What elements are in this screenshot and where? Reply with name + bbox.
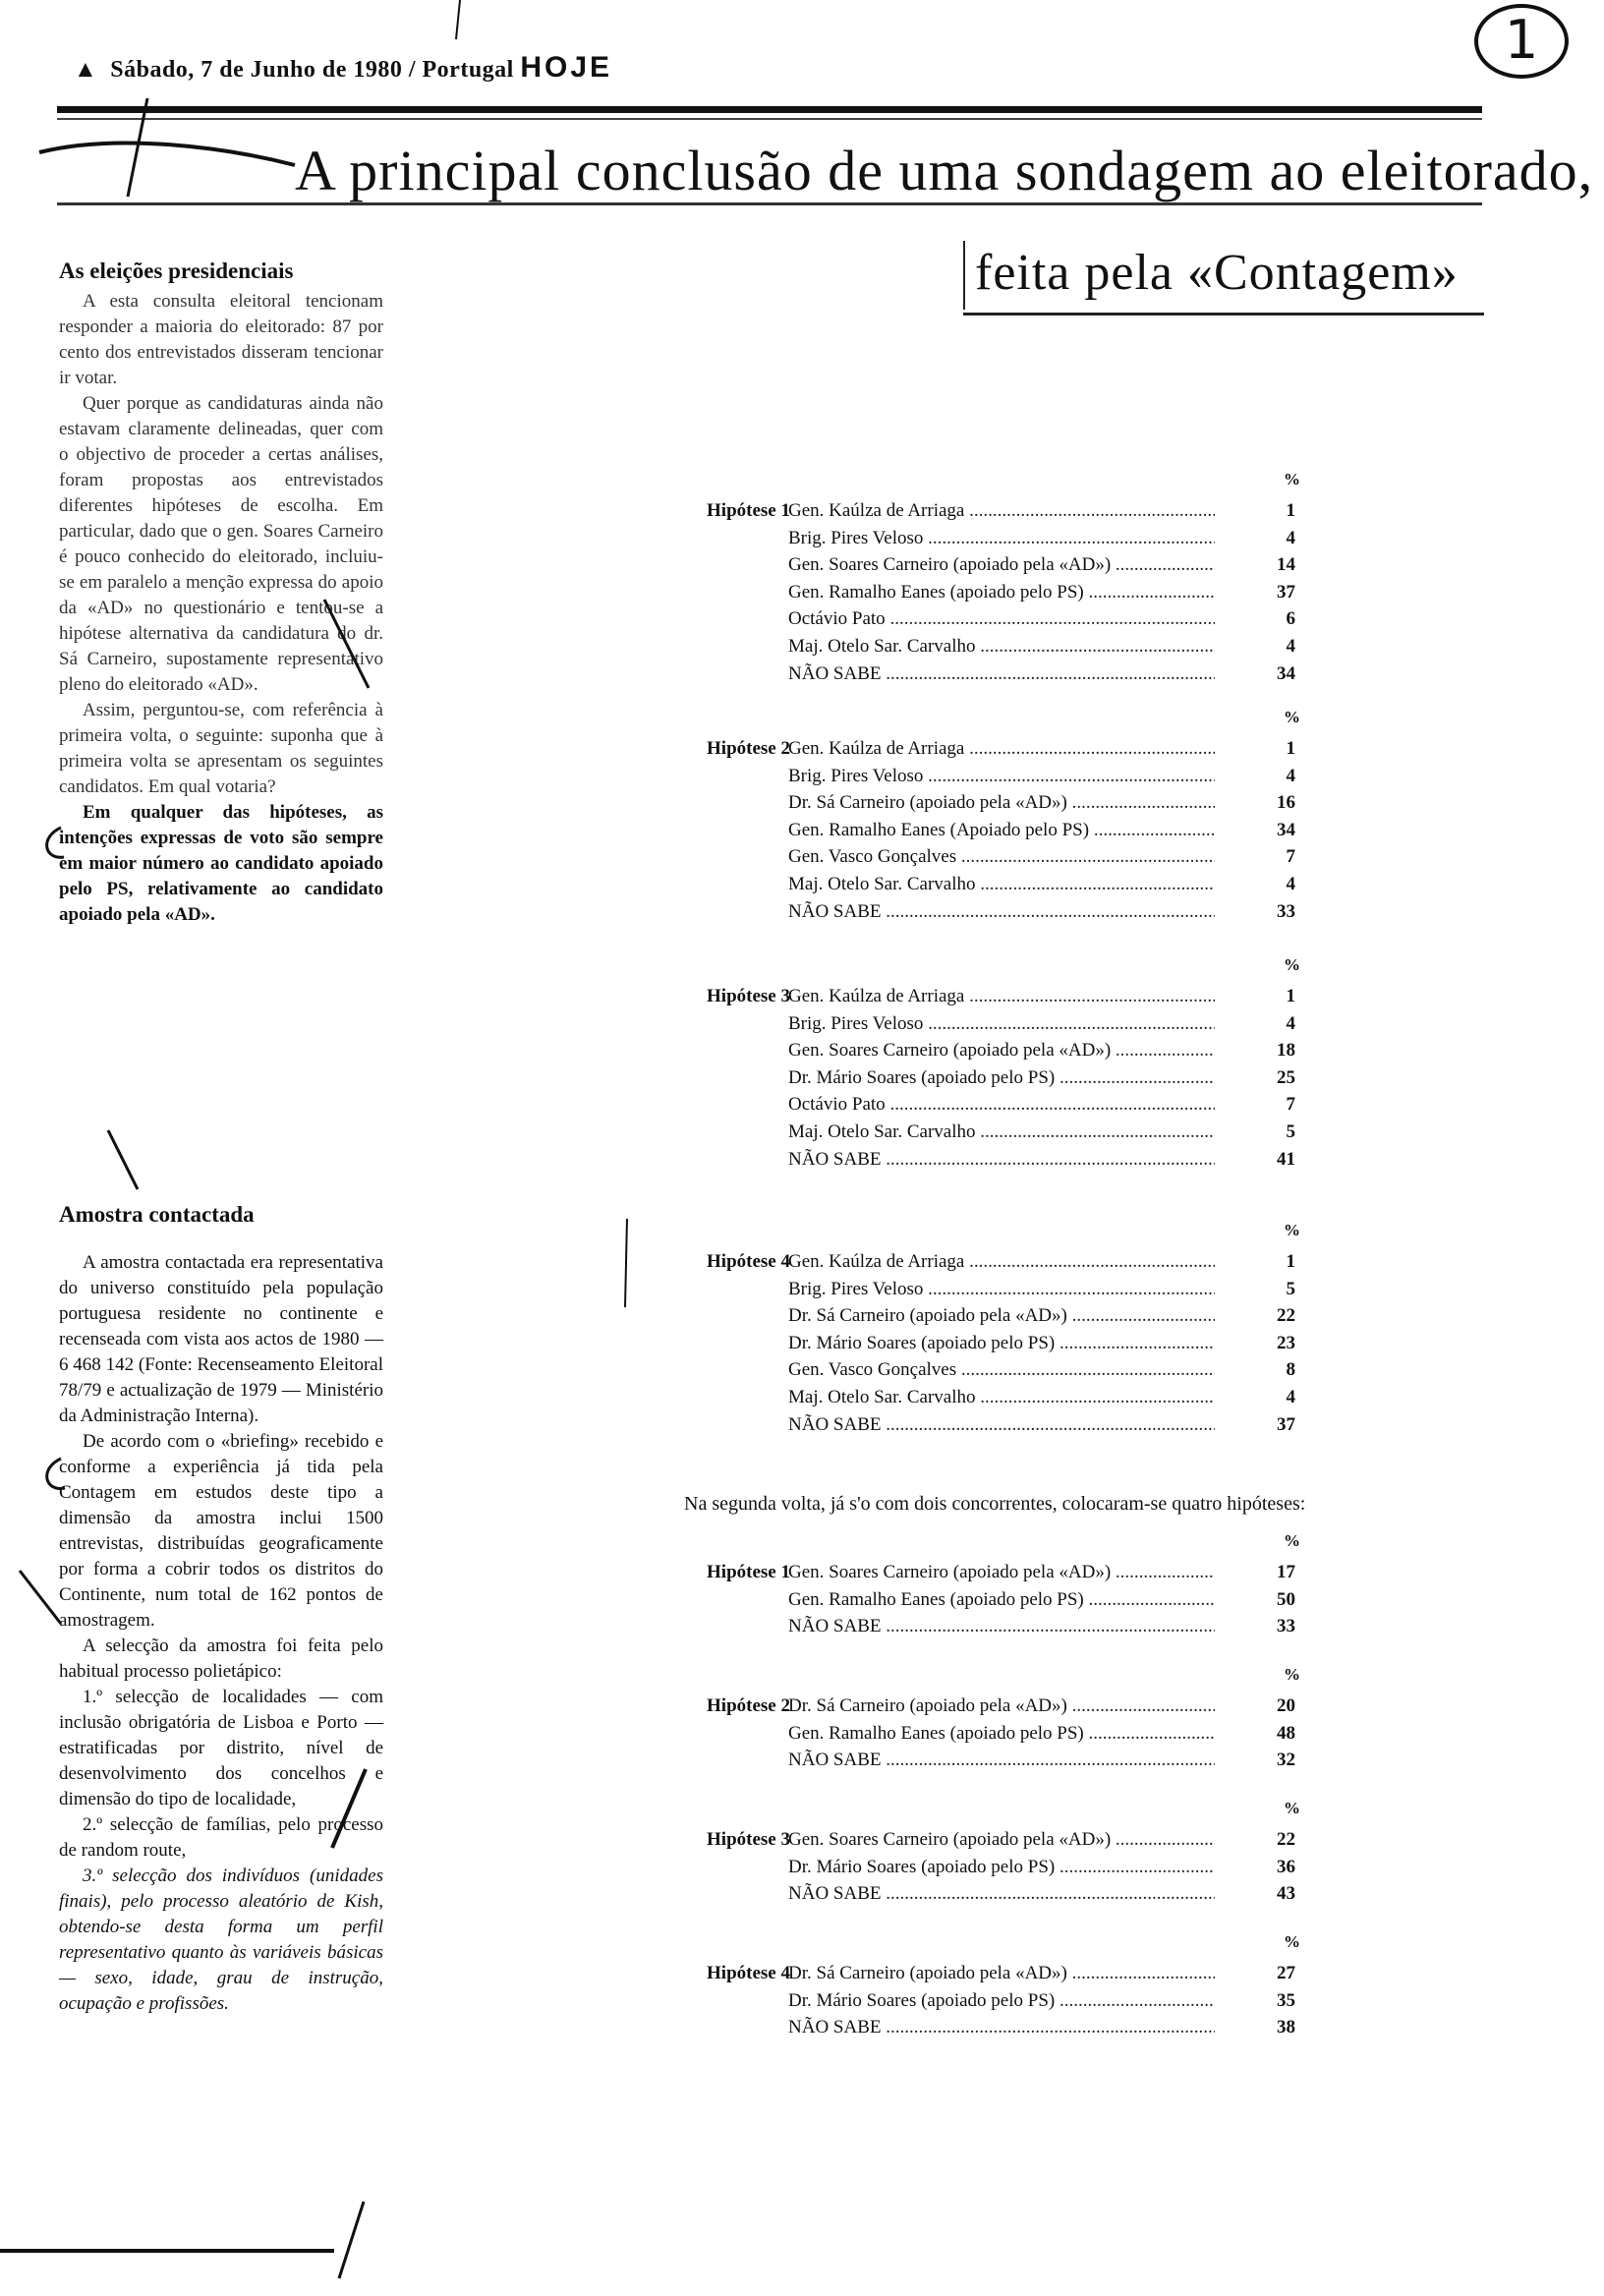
candidate-name: Dr. Mário Soares (apoiado pelo PS) ..... bbox=[788, 1854, 1215, 1881]
pen-stroke bbox=[39, 143, 295, 165]
percent-value: 32 bbox=[1277, 1750, 1295, 1771]
pen-stroke bbox=[332, 1769, 366, 1848]
candidate-name: Gen. Soares Carneiro (apoiado pela «AD») ..... bbox=[788, 551, 1215, 579]
hypothesis-label: Hipótese 3 bbox=[707, 986, 790, 1006]
paragraph: 2.º selecção de famílias, pelo processo de random route, bbox=[59, 1814, 383, 1861]
pen-stroke bbox=[108, 1130, 138, 1189]
percent-value: 27 bbox=[1277, 1963, 1295, 1983]
percent-value: 4 bbox=[1286, 873, 1295, 894]
hypothesis-label: Hipótese 4 bbox=[707, 1251, 790, 1272]
percent-value: 34 bbox=[1277, 819, 1295, 840]
candidate-name: Gen. Kaúlza de Arriaga ..... bbox=[788, 1248, 1215, 1276]
percent-value: 7 bbox=[1286, 1094, 1295, 1116]
percent-value: 8 bbox=[1286, 1359, 1295, 1381]
paragraph: A amostra contactada era representativa do universo constituído pela população portuguesa residente no continente e recenseada com vista aos actos de 1980 — 6 468 142 (Fonte: Recenseamento Eleitoral 78/79 e actualização de 1979 — Ministério da Administração Interna). bbox=[59, 1252, 383, 1426]
percent-value: 18 bbox=[1277, 1040, 1295, 1062]
percent-value: 14 bbox=[1277, 554, 1295, 576]
candidate-name: Maj. Otelo Sar. Carvalho ..... bbox=[788, 633, 1215, 660]
percent-value: 37 bbox=[1277, 581, 1295, 603]
pen-stroke bbox=[20, 1571, 61, 1624]
candidate-name: Gen. Soares Carneiro (apoiado pela «AD») ..... bbox=[788, 1559, 1215, 1586]
candidate-name: Gen. Kaúlza de Arriaga ..... bbox=[788, 497, 1215, 525]
candidate-name: Dr. Mário Soares (apoiado pelo PS) ..... bbox=[788, 1987, 1215, 2015]
percent-value: 5 bbox=[1286, 1120, 1295, 1142]
hypothesis-label: Hipótese 2 bbox=[707, 738, 790, 759]
candidate-name: Gen. Ramalho Eanes (apoiado pelo PS) ..... bbox=[788, 579, 1215, 606]
handwritten-page-number: 1 bbox=[1474, 4, 1569, 79]
candidate-name: Dr. Sá Carneiro (apoiado pela «AD») ..... bbox=[788, 1960, 1215, 1987]
percent-value: 50 bbox=[1277, 1588, 1295, 1610]
percent-value: 33 bbox=[1277, 900, 1295, 922]
candidate-name: Dr. Sá Carneiro (apoiado pela «AD») ..... bbox=[788, 1302, 1215, 1330]
pen-stroke bbox=[324, 600, 369, 688]
candidate-name: NÃO SABE ..... bbox=[788, 1146, 1215, 1174]
percent-value: 4 bbox=[1286, 765, 1295, 786]
percent-value: 20 bbox=[1277, 1695, 1295, 1716]
candidate-name: Brig. Pires Veloso ..... bbox=[788, 763, 1215, 790]
candidate-name: Gen. Kaúlza de Arriaga ..... bbox=[788, 983, 1215, 1010]
pen-stroke bbox=[456, 0, 460, 39]
second-round-intro: Na segunda volta, já s'o com dois concorrentes, colocaram-se quatro hipóteses: bbox=[684, 1493, 1306, 1515]
hypothesis-label: Hipótese 3 bbox=[707, 1829, 790, 1850]
candidate-name: Brig. Pires Veloso ..... bbox=[788, 1010, 1215, 1038]
percent-value: 36 bbox=[1277, 1856, 1295, 1877]
percent-value: 5 bbox=[1286, 1278, 1295, 1299]
paragraph: 1.º selecção de localidades — com inclusão obrigatória de Lisboa e Porto — estratificadas por distrito, nível de desenvolvimento dos concelhos e dimensão do tipo de localidade, bbox=[59, 1687, 383, 1809]
percent-value: 4 bbox=[1286, 1386, 1295, 1407]
percent-value: 38 bbox=[1277, 2017, 1295, 2038]
candidate-name: NÃO SABE ..... bbox=[788, 1411, 1215, 1439]
paragraph: A selecção da amostra foi feita pelo habitual processo polietápico: bbox=[59, 1636, 383, 1682]
candidate-name: Dr. Sá Carneiro (apoiado pela «AD») ..... bbox=[788, 1693, 1215, 1720]
pen-stroke bbox=[47, 828, 64, 857]
newspaper-name: HOJE bbox=[520, 51, 613, 84]
candidate-name: Gen. Ramalho Eanes (apoiado pelo PS) ..... bbox=[788, 1586, 1215, 1614]
candidate-name: Gen. Kaúlza de Arriaga ..... bbox=[788, 735, 1215, 763]
pen-stroke bbox=[47, 1459, 65, 1488]
paragraph: Assim, perguntou-se, com referência à primeira volta, o seguinte: suponha que à primeira volta se apresentam os seguintes candidatos. Em qual votaria? bbox=[59, 700, 383, 797]
percent-value: 1 bbox=[1286, 986, 1295, 1006]
candidate-name: Gen. Vasco Gonçalves ..... bbox=[788, 843, 1215, 871]
paragraph: A esta consulta eleitoral tencionam responder a maioria do eleitorado: 87 por cento dos entrevistados disseram tencionar ir votar. bbox=[59, 291, 383, 388]
percent-value: 1 bbox=[1286, 500, 1295, 521]
hypothesis-label: Hipótese 1 bbox=[707, 1562, 790, 1582]
pen-stroke bbox=[625, 1219, 627, 1307]
percent-value: 25 bbox=[1277, 1066, 1295, 1088]
candidate-name: Dr. Mário Soares (apoiado pelo PS) ..... bbox=[788, 1330, 1215, 1357]
candidate-name: Octávio Pato ..... bbox=[788, 605, 1215, 633]
candidate-name: NÃO SABE ..... bbox=[788, 1747, 1215, 1774]
section-title-amostra: Amostra contactada bbox=[59, 1202, 255, 1227]
percent-value: 33 bbox=[1277, 1616, 1295, 1637]
percent-value: 7 bbox=[1286, 846, 1295, 868]
percent-value: 37 bbox=[1277, 1413, 1295, 1435]
percent-symbol: % bbox=[1284, 955, 1300, 975]
header-date: Sábado, 7 de Junho de 1980 / Portugal bbox=[110, 57, 514, 83]
paragraph: De acordo com o «briefing» recebido e conforme a experiência já tida pela Contagem em estudos deste tipo a dimensão da amostra inclui 1500 entrevistas, distribuídas geograficamente por forma a cobrir todos os distritos do Continente, num total de 162 pontos de amostragem. bbox=[59, 1431, 383, 1631]
percent-value: 34 bbox=[1277, 662, 1295, 684]
percent-value: 48 bbox=[1277, 1722, 1295, 1744]
percent-value: 22 bbox=[1277, 1305, 1295, 1327]
percent-value: 4 bbox=[1286, 635, 1295, 657]
percent-value: 16 bbox=[1277, 792, 1295, 814]
percent-value: 4 bbox=[1286, 527, 1295, 548]
percent-value: 6 bbox=[1286, 608, 1295, 630]
candidate-name: Dr. Sá Carneiro (apoiado pela «AD») ..... bbox=[788, 789, 1215, 817]
candidate-name: Maj. Otelo Sar. Carvalho ..... bbox=[788, 1119, 1215, 1146]
percent-value: 41 bbox=[1277, 1148, 1295, 1170]
candidate-name: Gen. Vasco Gonçalves ..... bbox=[788, 1356, 1215, 1384]
arrow-marker-icon: ▲ bbox=[74, 57, 104, 83]
percent-symbol: % bbox=[1284, 1531, 1300, 1551]
percent-value: 43 bbox=[1277, 1883, 1295, 1905]
percent-symbol: % bbox=[1284, 1221, 1300, 1240]
section-title-eleicoes: As eleições presidenciais bbox=[59, 258, 294, 283]
candidate-name: Maj. Otelo Sar. Carvalho ..... bbox=[788, 871, 1215, 898]
percent-value: 22 bbox=[1277, 1829, 1295, 1850]
percent-symbol: % bbox=[1284, 1665, 1300, 1685]
candidate-name: Gen. Ramalho Eanes (apoiado pelo PS) ..... bbox=[788, 1720, 1215, 1748]
paragraph: Quer porque as candidaturas ainda não estavam claramente delineadas, quer com o objectivo de proceder a certas análises, foram propostas aos entrevistados diferentes hipóteses de escolha. Em particular, dado que o gen. Soares Carneiro é pouco conhecido do eleitorado, incluiu-se em paralelo a menção expressa do apoio da «AD» no questionário e tentou-se a hipótese alternativa da candidatura do dr. Sá Carneiro, supostamente representativo pleno do eleitorado «AD». bbox=[59, 393, 383, 695]
hypothesis-label: Hipótese 2 bbox=[707, 1695, 790, 1716]
candidate-name: NÃO SABE ..... bbox=[788, 898, 1215, 926]
candidate-name: Maj. Otelo Sar. Carvalho ..... bbox=[788, 1384, 1215, 1411]
candidate-name: Gen. Ramalho Eanes (Apoiado pelo PS) ..... bbox=[788, 817, 1215, 844]
percent-value: 23 bbox=[1277, 1332, 1295, 1353]
paragraph: Em qualquer das hipóteses, as intenções expressas de voto são sempre em maior número ao candidato apoiado pelo PS, relativamente ao candidato apoiado pela «AD». bbox=[59, 802, 383, 925]
percent-symbol: % bbox=[1284, 1799, 1300, 1818]
pen-stroke bbox=[128, 98, 147, 197]
candidate-name: Dr. Mário Soares (apoiado pelo PS) ..... bbox=[788, 1064, 1215, 1092]
candidate-name: NÃO SABE ..... bbox=[788, 660, 1215, 688]
percent-value: 4 bbox=[1286, 1012, 1295, 1034]
candidate-name: Brig. Pires Veloso ..... bbox=[788, 525, 1215, 552]
candidate-name: Gen. Soares Carneiro (apoiado pela «AD») ..... bbox=[788, 1826, 1215, 1854]
candidate-name: Brig. Pires Veloso ..... bbox=[788, 1276, 1215, 1303]
subheadline: feita pela «Contagem» bbox=[975, 245, 1459, 301]
percent-symbol: % bbox=[1284, 470, 1300, 489]
candidate-name: Octávio Pato ..... bbox=[788, 1091, 1215, 1119]
candidate-name: NÃO SABE ..... bbox=[788, 1613, 1215, 1640]
percent-value: 35 bbox=[1277, 1989, 1295, 2011]
percent-symbol: % bbox=[1284, 708, 1300, 727]
percent-value: 1 bbox=[1286, 1251, 1295, 1272]
paragraph: 3.º selecção dos indivíduos (unidades finais), pelo processo aleatório de Kish, obtendo-se desta forma um perfil representativo quanto às variáveis básicas — sexo, idade, grau de instrução, ocupação e profissões. bbox=[59, 1866, 383, 2014]
percent-value: 1 bbox=[1286, 738, 1295, 759]
candidate-name: NÃO SABE ..... bbox=[788, 2014, 1215, 2041]
hypothesis-label: Hipótese 1 bbox=[707, 500, 790, 521]
hypothesis-label: Hipótese 4 bbox=[707, 1963, 790, 1983]
pen-stroke bbox=[339, 2202, 364, 2278]
candidate-name: Gen. Soares Carneiro (apoiado pela «AD») ..... bbox=[788, 1037, 1215, 1064]
percent-symbol: % bbox=[1284, 1932, 1300, 1952]
percent-value: 17 bbox=[1277, 1562, 1295, 1582]
candidate-name: NÃO SABE ..... bbox=[788, 1880, 1215, 1908]
headline: A principal conclusão de uma sondagem ao eleitorado, bbox=[295, 139, 1594, 202]
